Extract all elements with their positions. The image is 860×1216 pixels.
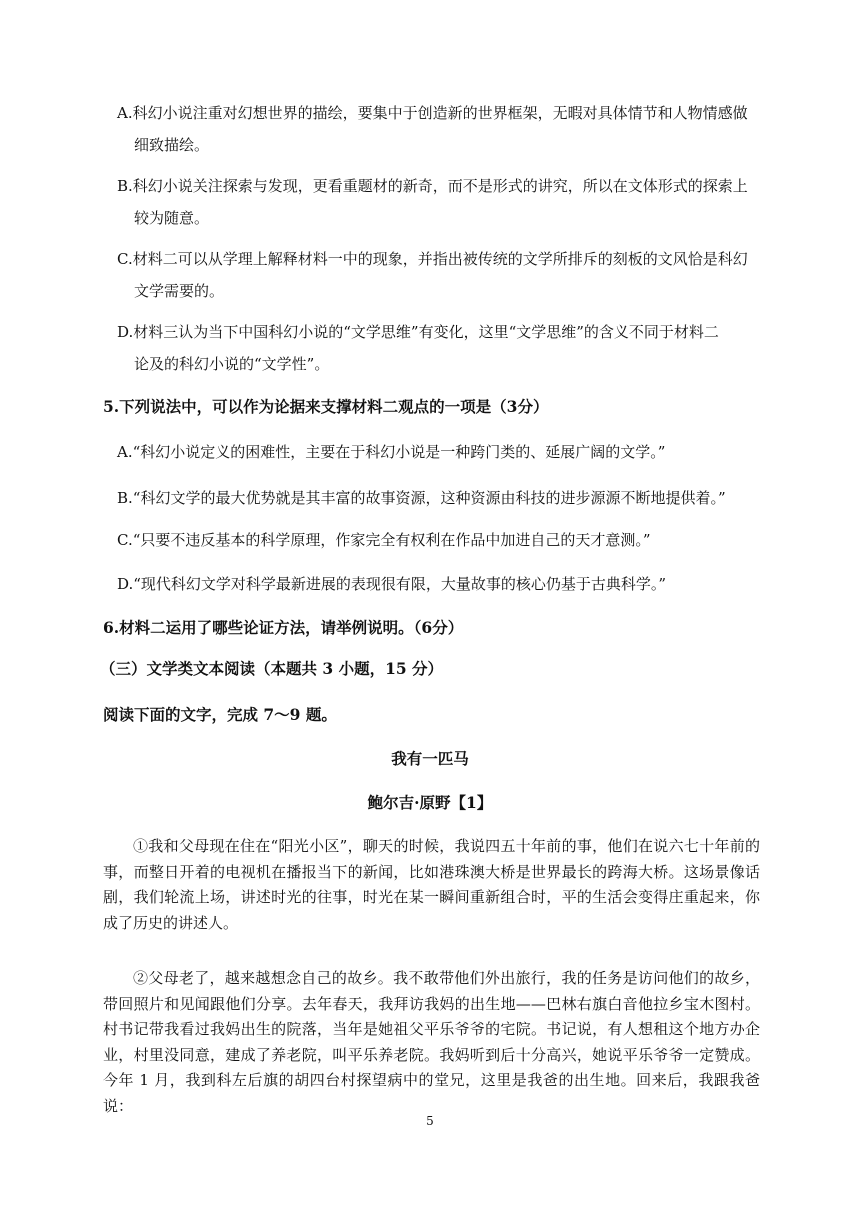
article-paragraph-1: ①我和父母现在住在“阳光小区”，聊天的时候，我说四五十年前的事，他们在说六七十年前的事，而整日开着的电视机在播报当下的新闻，比如港珠澳大桥是世界最长的跨海大桥。这场景像话剧，我们轮流上场，讲述时光的往事，时光在某一瞬间重新组合时，平的生活会变得庄重起来，你成了历史的讲述人。 <box>103 837 760 932</box>
question-6-title: 6.材料二运用了哪些论证方法，请举例说明。（6分） <box>103 618 464 637</box>
option-line-continued: 论及的科幻小说的“文学性”。 <box>134 355 330 373</box>
option-line-continued: 较为随意。 <box>134 209 210 227</box>
reading-instruction: 阅读下面的文字，完成 7～9 题。 <box>103 705 337 724</box>
page-number: 5 <box>426 1114 434 1128</box>
option-line: D.材料三认为当下中国科幻小说的“文学思维”有变化，这里“文学思维”的含义不同于材料二 <box>117 323 719 341</box>
option-q4-c <box>117 243 757 307</box>
question-5-title: 5.下列说法中，可以作为论据来支撑材料二观点的一项是（3分） <box>103 397 549 416</box>
option-q5-d: D.“现代科幻文学对科学最新进展的表现很有限，大量故事的核心仍基于古典科学。” <box>117 575 667 593</box>
option-line-continued: 文学需要的。 <box>134 282 225 300</box>
option-line-continued: 细致描绘。 <box>134 136 210 154</box>
option-line: A.科幻小说注重对幻想世界的描绘，要集中于创造新的世界框架，无暇对具体情节和人物情感做 <box>117 104 748 122</box>
section-heading: （三）文学类文本阅读（本题共 3 小题，15 分） <box>100 659 444 678</box>
article-title: 我有一匹马 <box>391 749 469 768</box>
option-line: B.科幻小说关注探索与发现，更看重题材的新奇，而不是形式的讲究，所以在文体形式的探索上 <box>117 177 748 195</box>
option-q4-d <box>117 316 757 380</box>
option-q5-c: C.“只要不违反基本的科学原理，作家完全有权利在作品中加进自己的天才意测。” <box>117 531 651 549</box>
option-line: C.材料二可以从学理上解释材料一中的现象，并指出被传统的文学所排斥的刻板的文风恰是科幻 <box>117 250 748 268</box>
option-q5-a: A.“科幻小说定义的困难性，主要在于科幻小说是一种跨门类的、延展广阔的文学。” <box>117 443 666 461</box>
article-author: 鲍尔吉·原野【1】 <box>367 793 493 812</box>
option-q5-b: B.“科幻文学的最大优势就是其丰富的故事资源，这种资源由科技的进步源源不断地提供着。” <box>117 489 726 507</box>
option-q4-b <box>117 170 757 234</box>
article-paragraph-2: ②父母老了，越来越想念自己的故乡。我不敢带他们外出旅行，我的任务是访问他们的故乡，带回照片和见闻跟他们分享。去年春天，我拜访我妈的出生地——巴林右旗白音他拉乡宝木图村。村书记带我看过我妈出生的院落，当年是她祖父平乐爷爷的宅院。书记说，有人想租这个地方办企业，村里没同意，建成了养老院，叫平乐养老院。我妈听到后十分高兴，她说平乐爷爷一定赞成。今年 1 月，我到科左后旗的胡四台村探望病中的堂兄，这里是我爸的出生地。回来后，我跟我爸说： <box>103 969 760 1115</box>
option-q4-a <box>117 97 757 161</box>
